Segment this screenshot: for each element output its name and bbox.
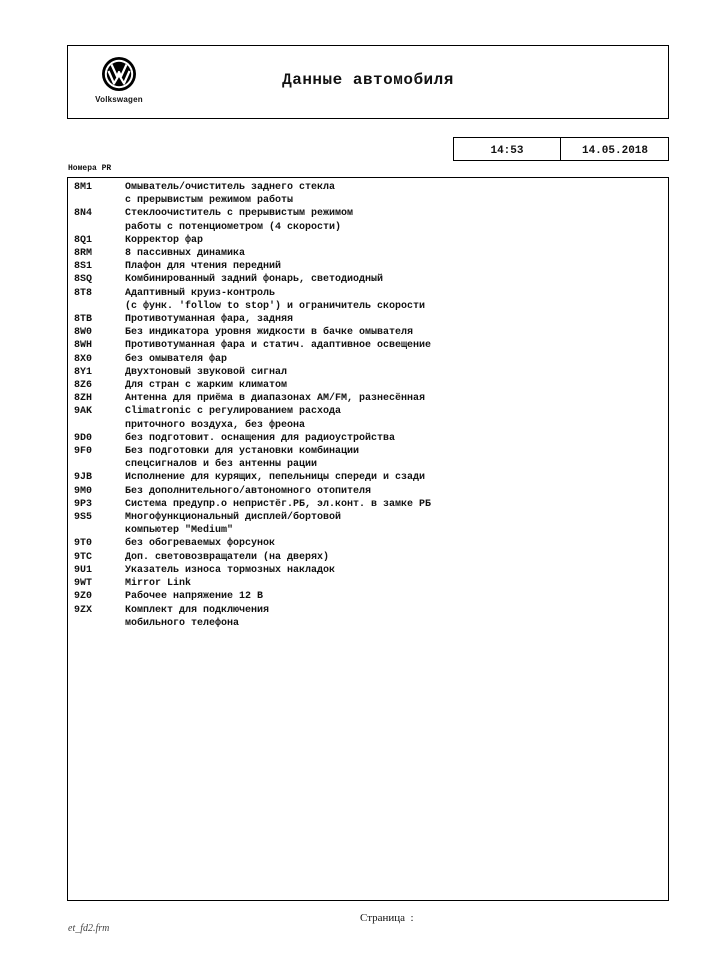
pr-description: спецсигналов и без антенны рации [125,459,318,471]
pr-description: Противотуманная фара, задняя [125,314,294,326]
datetime-box [453,137,669,161]
pr-row [68,326,668,339]
pr-code: 9WT [74,578,93,590]
pr-row [68,537,668,550]
pr-row [68,604,668,617]
pr-code [68,524,125,537]
pr-description: Комплект для подключения [125,604,270,616]
pr-row [68,287,668,300]
pr-code: 8X0 [74,353,93,365]
pr-description: без подготовит. оснащения для радиоустройства [125,432,396,444]
pr-row [68,207,668,220]
pr-code [68,617,125,630]
pr-row [68,551,668,564]
pr-code: 8Y1 [74,366,93,378]
pr-description: Антенна для приёма в диапазонах AM/FM, разнесённая [125,393,426,405]
pr-description: Без подготовки для установки комбинации [125,446,360,458]
pr-description: Система предупр.о непристёг.РБ, эл.конт. в замке РБ [125,498,432,510]
date-value: 14.05.2018 [581,145,648,157]
pr-code: 9P3 [74,498,93,510]
pr-description: Mirror Link [125,578,192,590]
page-label: Страница : [360,912,414,924]
pr-code: 9T0 [74,538,93,550]
pr-code: 8M1 [74,182,93,193]
pr-row [68,445,668,458]
pr-description: приточного воздуха, без фреона [125,419,306,431]
pr-row [68,247,668,260]
pr-code: 8W0 [74,327,93,339]
pr-row [68,419,668,432]
pr-row [68,577,668,590]
pr-row [68,524,668,537]
pr-code: 8RM [74,248,93,260]
pr-code: 8ZH [74,393,93,405]
pr-row [68,234,668,247]
pr-code: 8SQ [74,274,93,286]
pr-number-list [67,177,669,901]
pr-code [68,194,125,207]
pr-row [68,432,668,445]
pr-description: Рабочее напряжение 12 В [125,591,264,603]
pr-row [68,339,668,352]
pr-row [68,564,668,577]
pr-row [68,498,668,511]
pr-code: 9Z0 [74,591,93,603]
pr-code [68,300,125,313]
pr-description: Climatronic с регулированием расхода [125,406,342,418]
header-box [67,45,669,119]
pr-description: мобильного телефона [125,617,240,629]
pr-row [68,617,668,630]
pr-row [68,511,668,524]
pr-row [68,221,668,234]
pr-description: Без индикатора уровня жидкости в бачке омывателя [125,327,414,339]
pr-code [68,458,125,471]
pr-code: 9D0 [74,432,93,444]
pr-description: работы с потенциометром (4 скорости) [125,221,342,233]
pr-row [68,313,668,326]
pr-code: 9U1 [74,564,93,576]
pr-row [68,392,668,405]
pr-code: 9F0 [74,446,93,458]
pr-row [68,379,668,392]
pr-description: Без дополнительного/автономного отопителя [125,485,372,497]
time-value: 14:53 [454,138,561,160]
pr-code: 9JB [74,472,93,484]
pr-row [68,194,668,207]
pr-code: 8Q1 [74,234,93,246]
pr-row [68,353,668,366]
pr-row [68,458,668,471]
pr-row [68,260,668,273]
pr-description: Адаптивный круиз-контроль [125,287,276,299]
pr-description: Для стран с жарким климатом [125,380,288,392]
pr-description: Стеклоочиститель с прерывистым режимом [125,208,354,220]
pr-description: Плафон для чтения передний [125,261,282,273]
pr-row [68,471,668,484]
pr-code: 9AK [74,406,93,418]
pr-row [68,181,668,194]
pr-description: компьютер "Medium" [125,525,234,537]
section-label: Номера PR [68,164,112,173]
pr-description: Многофункциональный дисплей/бортовой [125,512,342,524]
pr-code: 9S5 [74,512,93,524]
pr-row [68,300,668,313]
pr-description: Комбинированный задний фонарь, светодиодный [125,274,384,286]
pr-code [68,419,125,432]
brand-name: Volkswagen [95,95,143,104]
pr-row [68,485,668,498]
pr-description: 8 пассивных динамика [125,248,246,260]
pr-code: 9ZX [74,604,93,616]
pr-description: Двухтоновый звуковой сигнал [125,366,288,378]
pr-code: 8S1 [74,261,93,273]
pr-description: без обогреваемых форсунок [125,538,276,550]
pr-description: Доп. световозвращатели (на дверях) [125,551,330,563]
pr-code: 8WH [74,340,93,352]
pr-code: 8T8 [74,287,93,299]
pr-description: Указатель износа тормозных накладок [125,564,336,576]
pr-code [68,221,125,234]
pr-description: без омывателя фар [125,353,228,365]
pr-code: 9M0 [74,485,93,497]
pr-row [68,405,668,418]
pr-description: (с функ. 'follow to stop') и ограничитель скорости [125,300,426,312]
pr-code: 8TB [74,314,93,326]
pr-description: Противотуманная фара и статич. адаптивное освещение [125,340,432,352]
pr-row [68,366,668,379]
document-title: Данные автомобиля [282,71,454,89]
pr-row [68,590,668,603]
pr-code: 9TC [74,551,93,563]
pr-row [68,273,668,286]
form-name: et_fd2.frm [68,923,110,934]
pr-description: Корректор фар [125,234,204,246]
pr-code: 8Z6 [74,380,93,392]
pr-description: с прерывистым режимом работы [125,195,294,207]
pr-description: Исполнение для курящих, пепельницы спереди и сзади [125,472,426,484]
pr-code: 8N4 [74,208,93,220]
pr-description: Омыватель/очиститель заднего стекла [125,182,336,193]
